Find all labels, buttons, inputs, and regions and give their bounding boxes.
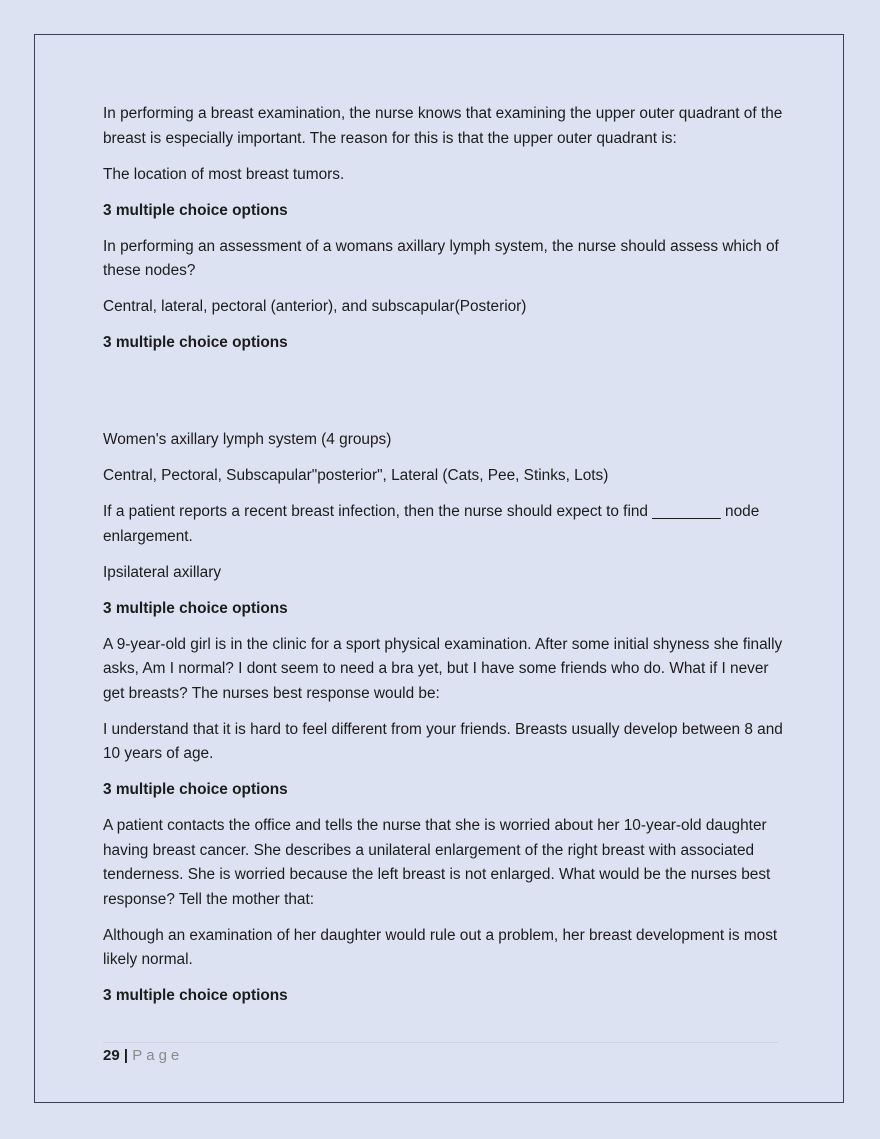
answer-paragraph: Central, lateral, pectoral (anterior), and subscapular(Posterior) bbox=[103, 298, 527, 315]
page-footer bbox=[103, 1045, 183, 1067]
question-paragraph: A 9-year-old girl is in the clinic for a sport physical examination. After some initial shyness she finally asks, Am I normal? I dont seem to need a bra yet, but I have some friends who do. What if I never get breasts? The nurses best response would be: bbox=[103, 635, 783, 702]
footer-separator: | bbox=[123, 1047, 129, 1064]
options-note: 3 multiple choice options bbox=[103, 201, 288, 219]
answer-paragraph: The location of most breast tumors. bbox=[103, 165, 345, 183]
question-paragraph: In performing a breast examination, the nurse knows that examining the upper outer quadrant of the breast is especially important. The reason for this is that the upper outer quadrant is: bbox=[103, 105, 783, 147]
answer-paragraph: Ipsilateral axillary bbox=[103, 563, 222, 581]
section-heading: Women's axillary lymph system (4 groups) bbox=[103, 431, 392, 448]
options-note: 3 multiple choice options bbox=[103, 987, 288, 1004]
answer-paragraph: I understand that it is hard to feel different from your friends. Breasts usually develop between 8 and 10 years of age. bbox=[103, 720, 783, 762]
page-number: 29 bbox=[103, 1047, 120, 1064]
question-paragraph: In performing an assessment of a womans axillary lymph system, the nurse should assess which of these nodes? bbox=[103, 237, 779, 279]
options-note: 3 multiple choice options bbox=[103, 599, 288, 617]
blank-space bbox=[103, 367, 783, 428]
options-note: 3 multiple choice options bbox=[103, 781, 288, 798]
mnemonic-paragraph: Central, Pectoral, Subscapular"posterior", Lateral (Cats, Pee, Stinks, Lots) bbox=[103, 467, 609, 484]
page-label: Page bbox=[132, 1047, 184, 1064]
options-note: 3 multiple choice options bbox=[103, 334, 288, 351]
footer-divider bbox=[103, 1042, 778, 1043]
document-body bbox=[103, 102, 783, 1020]
question-paragraph: A patient contacts the office and tells the nurse that she is worried about her 10-year-old daughter having breast cancer. She describes a unilateral enlargement of the right breast with associated tenderness. She is worried because the left breast is not enlarged. What would be the nurses best response? Tell the mother that: bbox=[103, 817, 771, 908]
question-paragraph: If a patient reports a recent breast infection, then the nurse should expect to find ________ node enlargement. bbox=[103, 503, 760, 545]
answer-paragraph: Although an examination of her daughter would rule out a problem, her breast development is most likely normal. bbox=[103, 926, 778, 968]
